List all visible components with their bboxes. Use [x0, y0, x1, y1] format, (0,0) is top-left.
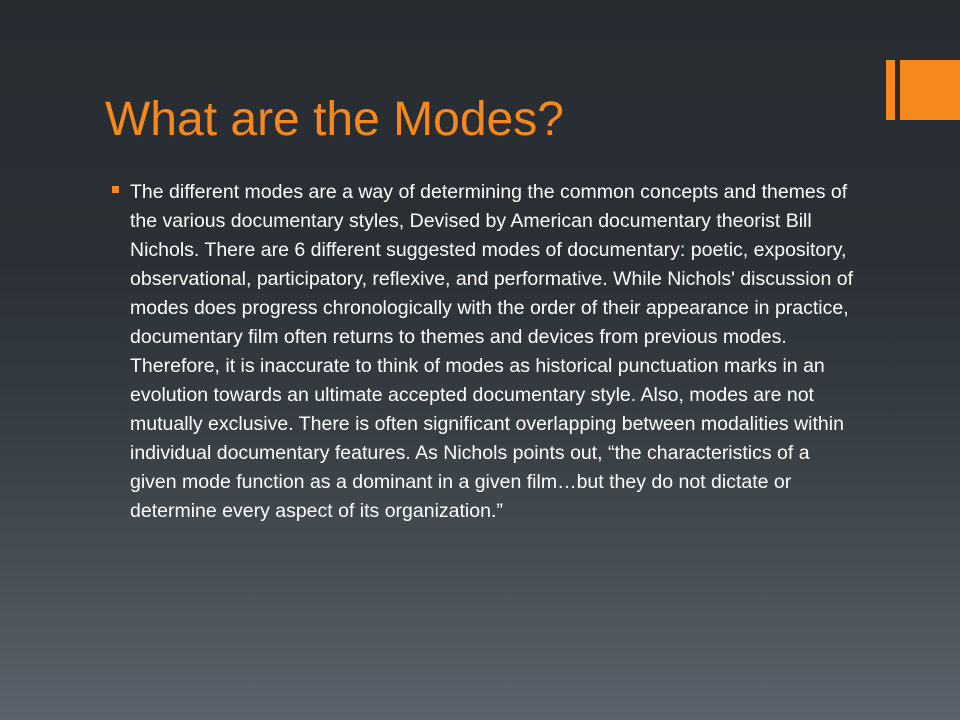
accent-bar-thin — [886, 60, 895, 120]
slide-title: What are the Modes? — [105, 93, 564, 146]
bullet-list — [112, 178, 854, 526]
bullet-text: The different modes are a way of determining the common concepts and themes of the various documentary styles, Devised by American documentary theorist Bill Nichols. There are 6 different suggested modes of documentary: poetic, expository, observational, participatory, reflexive, and performative. While Nichols' discussion of modes does progress chronologically with the order of their appearance in practice, documentary film often returns to themes and devices from previous modes. Therefore, it is inaccurate to think of modes as historical punctuation marks in an evolution towards an ultimate accepted documentary style. Also, modes are not mutually exclusive. There is often significant overlapping between modalities within individual documentary features. As Nichols points out, “the characteristics of a given mode function as a dominant in a given film…but they do not dictate or determine every aspect of its organization.” — [130, 181, 854, 522]
accent-bar-wide — [900, 60, 960, 120]
bullet-item — [112, 178, 854, 526]
square-bullet-icon — [112, 186, 119, 193]
